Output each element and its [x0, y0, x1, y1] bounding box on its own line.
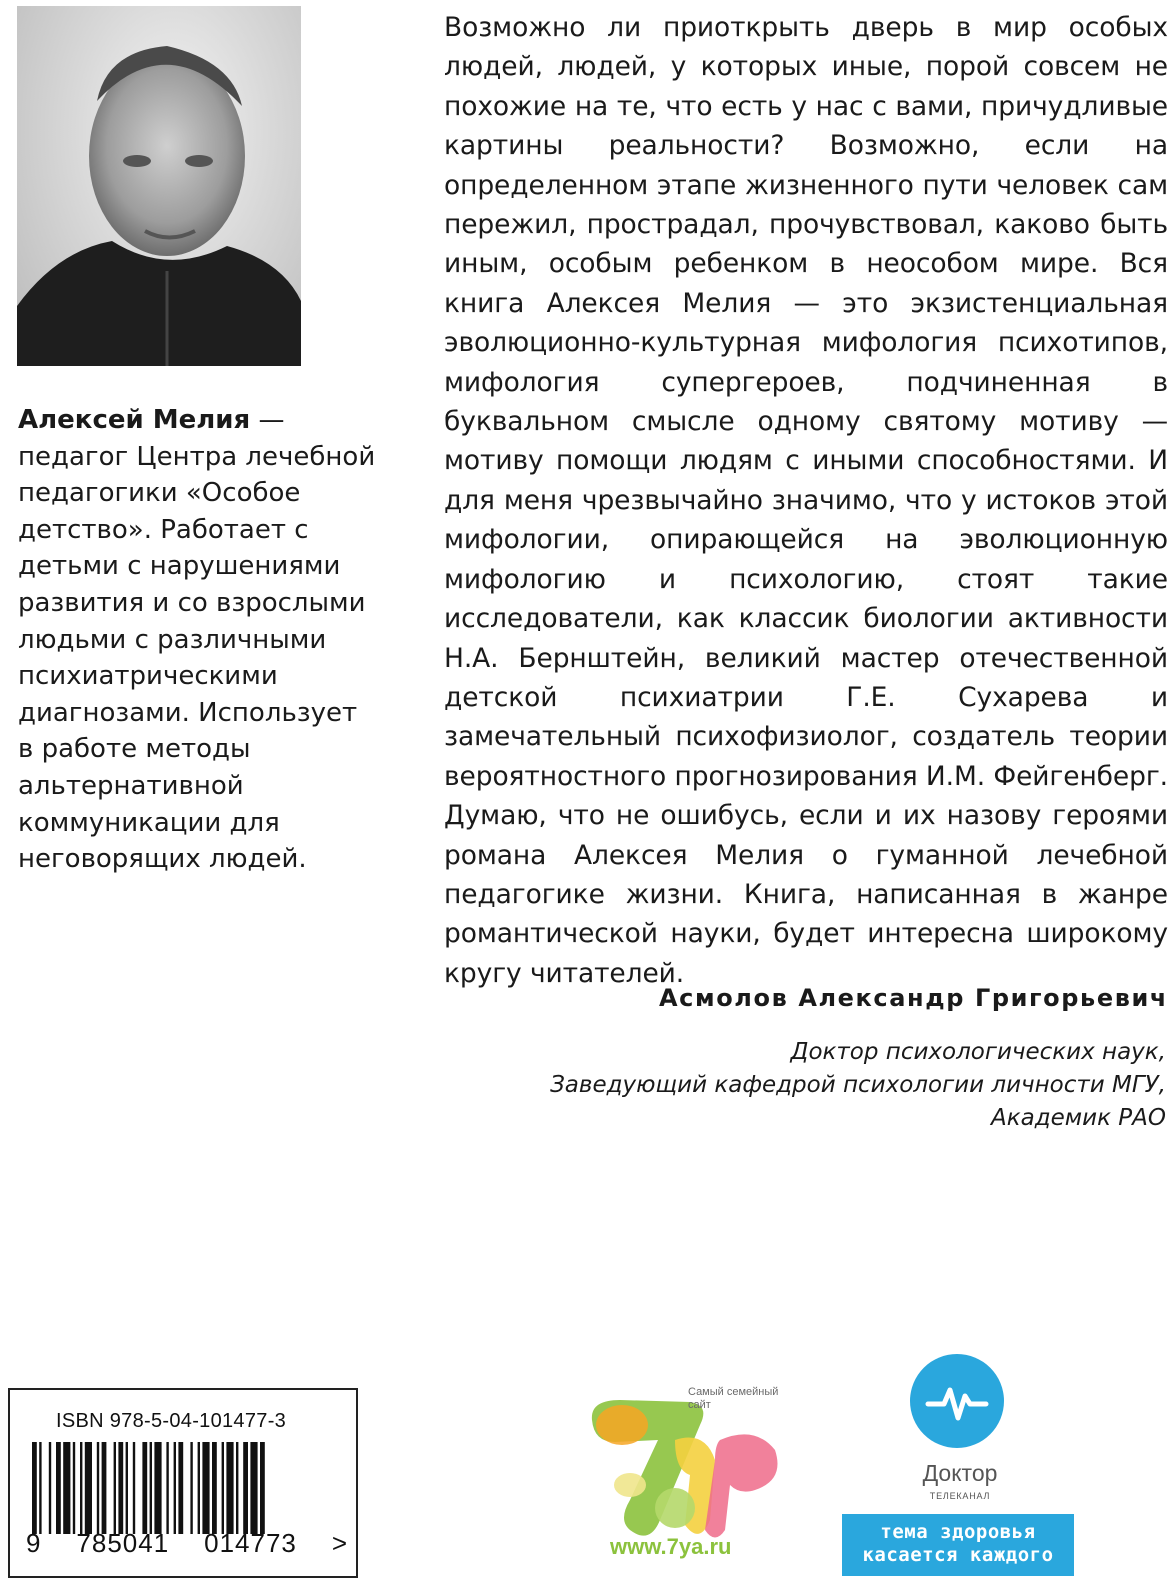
- 7ya-tagline: Самый семейный сайт: [688, 1386, 779, 1411]
- barcode-bar: [212, 1442, 217, 1534]
- reviewer-title-line: Доктор психологических наук,: [790, 1039, 1166, 1065]
- heartbeat-icon: [910, 1354, 1004, 1448]
- barcode-digit-group: 014773: [204, 1528, 297, 1558]
- bio-author-name: Алексей Мелия: [18, 405, 251, 435]
- doktor-logo-circle: [910, 1354, 1004, 1448]
- barcode-bar: [154, 1442, 161, 1534]
- 7ya-url: www.7ya.ru: [610, 1534, 732, 1559]
- barcode-bar: [198, 1442, 200, 1534]
- barcode-bar: [178, 1442, 183, 1534]
- barcode-bar: [80, 1442, 82, 1534]
- barcode-bar: [73, 1442, 75, 1534]
- review-quote: [444, 8, 1168, 993]
- doktor-slogan-line: касается каждого: [862, 1544, 1054, 1566]
- portrait-image: [17, 6, 301, 366]
- barcode-bar: [236, 1442, 238, 1534]
- barcode-bar: [85, 1442, 92, 1534]
- doktor-slogan-banner: [842, 1514, 1074, 1576]
- barcode-bar: [118, 1442, 123, 1534]
- doktor-channel-subtitle: ТЕЛЕКАНАЛ: [929, 1491, 991, 1501]
- isbn-number: ISBN 978-5-04-101477-3: [56, 1410, 287, 1432]
- barcode-bar: [250, 1442, 257, 1534]
- barcode-bars: [32, 1442, 338, 1534]
- barcode-bar: [150, 1442, 152, 1534]
- barcode-bar: [126, 1442, 128, 1534]
- barcode-bar: [49, 1442, 51, 1534]
- barcode-bar: [56, 1442, 61, 1534]
- barcode-bar: [63, 1442, 70, 1534]
- barcode-bar: [142, 1442, 147, 1534]
- reviewer-name: Асмолов Александр Григорьевич: [659, 984, 1168, 1012]
- barcode-bar: [174, 1442, 176, 1534]
- barcode-bar: [166, 1442, 168, 1534]
- reviewer-title-line: Заведующий кафедрой психологии личности МГУ,: [550, 1072, 1166, 1098]
- barcode-bar: [32, 1442, 37, 1534]
- doktor-channel-name: Доктор: [922, 1460, 998, 1486]
- barcode-bar: [39, 1442, 41, 1534]
- quote-text: Возможно ли приоткрыть дверь в мир особых людей, людей, у которых иные, порой совсем не похожие на те, что есть у нас с вами, причудливые картины реальности? Возможно, если на определенном этапе жизненного пути человек сам пережил, прострадал, прочувствовал, каково быть иным, особым ребенком в неособом мире. Вся книга Алексея Мелия — это экзистенциальная эволюционно-культурная мифология психотипов, мифология супергероев, подчиненная в буквальном смысле одному святому мотиву — мотиву помощи людям с иными способностями. И для меня чрезвычайно значимо, что у истоков этой мифологии, опирающейся на эволюционную мифологию и психологию, стоят такие исследователи, как классик биологии активности Н.А. Бернштейн, великий мастер отечественной детской психиатрии Г.Е. Сухарева и замечательный психофизиолог, создатель теории вероятностного прогнозирования И.М. Фейгенберг. Думаю, что не ошибусь, если и их назову героями романа Алексея Мелия о гуманной лечебной педагогике жизни. Книга, написанная в жанре романтической науки, будет интересна широкому кругу читателей.: [444, 12, 1168, 989]
- author-bio: [18, 402, 378, 878]
- barcode-bar: [222, 1442, 224, 1534]
- doktor-slogan-line: тема здоровья: [880, 1521, 1036, 1543]
- barcode-bar: [243, 1442, 248, 1534]
- barcode-bar: [114, 1442, 116, 1534]
- barcode-bar: [190, 1442, 192, 1534]
- barcode-bar: [133, 1442, 135, 1534]
- barcode-bar: [102, 1442, 107, 1534]
- barcode-bar: [260, 1442, 265, 1534]
- reviewer-titles: [466, 1036, 1166, 1135]
- barcode-digits: [26, 1528, 348, 1559]
- bio-text: — педагог Центра лечебной педагогики «Особое детство». Работает с детьми с нарушениями развития и со взрослыми людьми с различными психиатрическими диагнозами. Использует в работе методы альтернативной коммуникации для неговорящих людей.: [18, 405, 376, 875]
- barcode-bar: [97, 1442, 99, 1534]
- barcode-bar: [202, 1442, 209, 1534]
- barcode-digit-group: 9: [26, 1528, 42, 1558]
- barcode-digit-group: 785041: [76, 1528, 170, 1558]
- barcode-bar: [226, 1442, 233, 1534]
- barcode-box: [8, 1388, 358, 1578]
- barcode-digit-group: >: [331, 1528, 348, 1558]
- author-photo: [17, 6, 301, 366]
- reviewer-title-line: Академик РАО: [991, 1105, 1166, 1131]
